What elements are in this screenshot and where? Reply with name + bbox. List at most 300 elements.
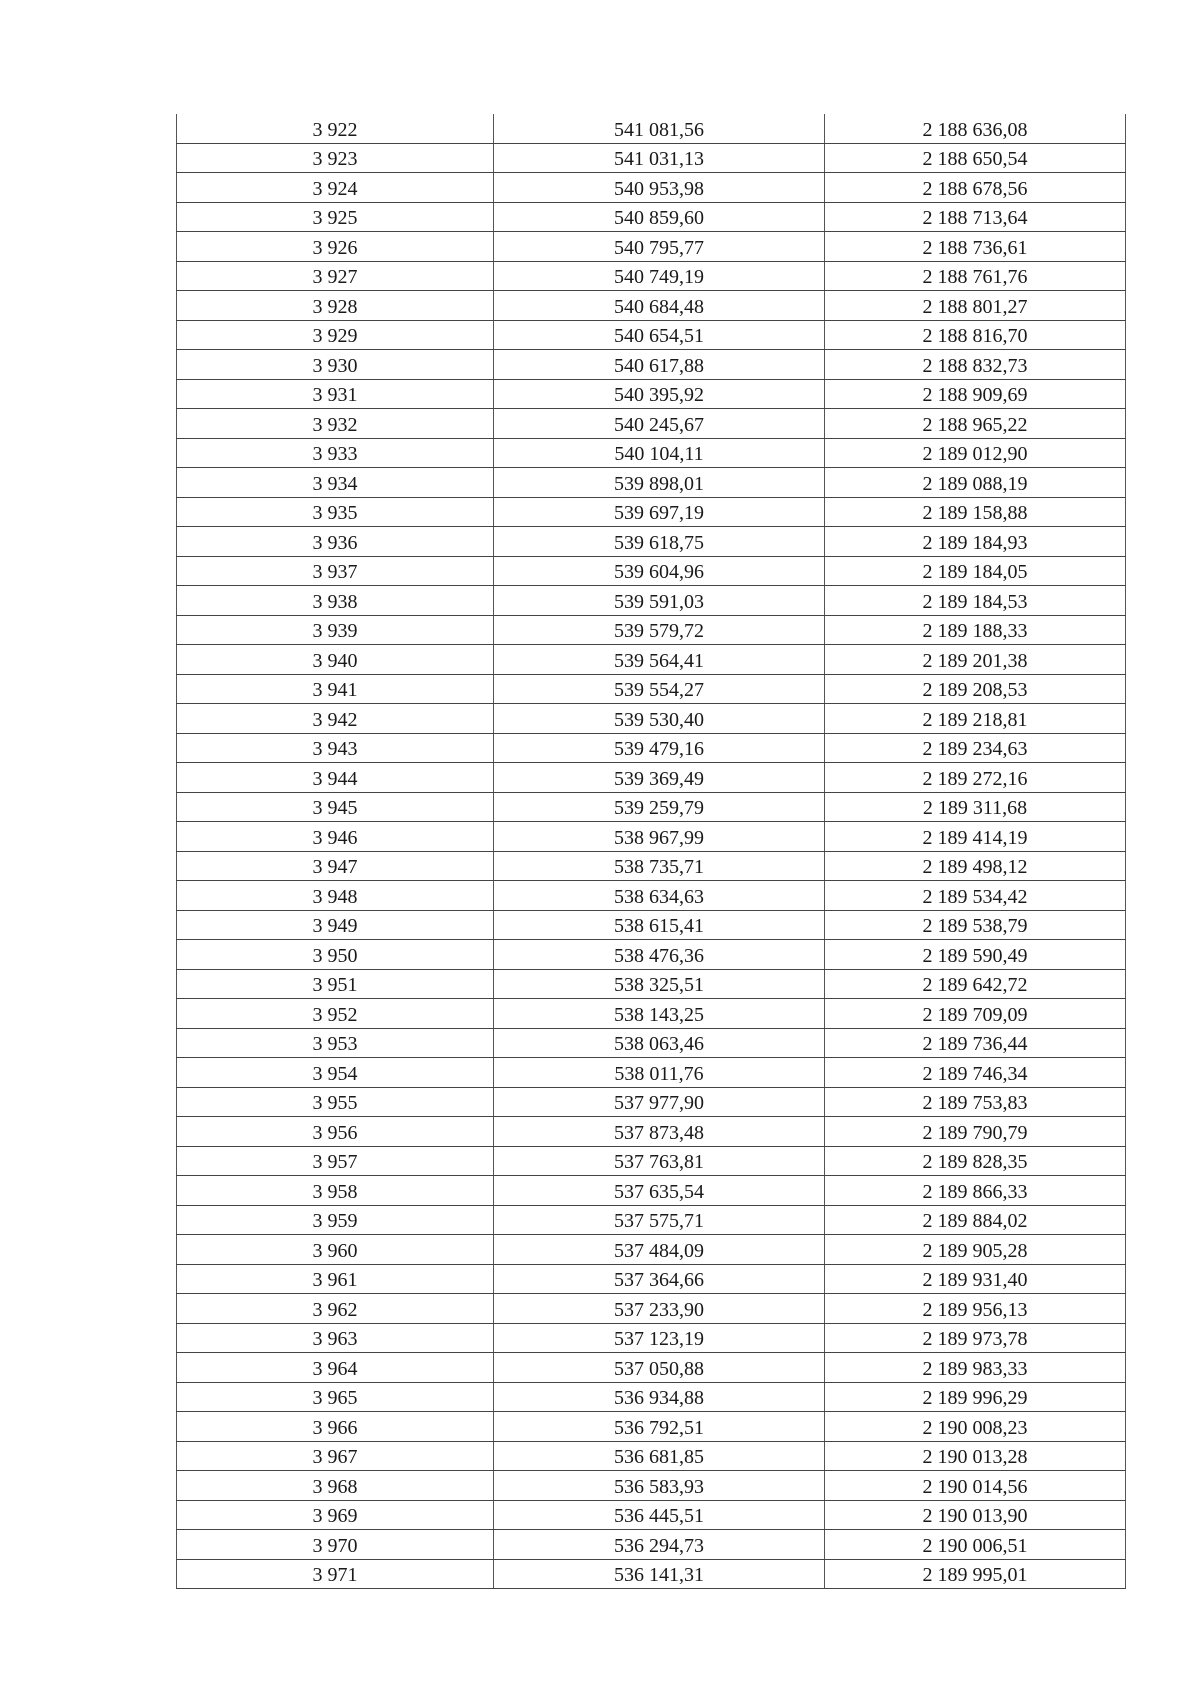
x-coordinate-cell: [494, 733, 825, 763]
x-coordinate-cell: [494, 881, 825, 911]
x-coordinate-cell: [494, 320, 825, 350]
point-number-text: 3 931: [312, 384, 358, 406]
y-coordinate-text: 2 190 013,28: [922, 1446, 1028, 1468]
x-coordinate-text: 538 967,99: [614, 826, 704, 849]
point-number-text: 3 948: [312, 885, 358, 908]
point-number-text: 3 925: [312, 207, 358, 229]
y-coordinate-text: 2 189 498,12: [922, 856, 1028, 878]
table-row: [177, 881, 1126, 911]
point-number-text: 3 935: [312, 502, 358, 524]
x-coordinate-text: 539 618,75: [614, 531, 704, 554]
x-coordinate-text: 536 445,51: [614, 1505, 704, 1527]
table-row: [177, 969, 1126, 999]
point-number-text: 3 933: [312, 443, 358, 465]
point-number-text: 3 927: [312, 266, 358, 288]
x-coordinate-text: 537 977,90: [614, 1092, 704, 1114]
point-number-cell: [177, 881, 494, 911]
x-coordinate-text: 536 141,31: [614, 1564, 704, 1586]
y-coordinate-cell: [825, 350, 1126, 380]
y-coordinate-text: 2 188 832,73: [922, 354, 1028, 377]
point-number-text: 3 938: [312, 590, 358, 613]
x-coordinate-cell: [494, 379, 825, 409]
y-coordinate-text: 2 188 678,56: [922, 177, 1028, 200]
table-row: [177, 261, 1126, 291]
x-coordinate-cell: [494, 1323, 825, 1353]
y-coordinate-text: 2 188 713,64: [922, 207, 1028, 229]
point-number-cell: [177, 114, 494, 143]
table-row: [177, 940, 1126, 970]
y-coordinate-text: 2 188 801,27: [922, 295, 1028, 318]
y-coordinate-text: 2 190 008,23: [922, 1416, 1028, 1439]
x-coordinate-text: 539 479,16: [614, 738, 704, 760]
point-number-text: 3 960: [312, 1239, 358, 1262]
point-number-text: 3 941: [312, 679, 358, 701]
x-coordinate-cell: [494, 114, 825, 143]
point-number-cell: [177, 1559, 494, 1589]
y-coordinate-cell: [825, 1146, 1126, 1176]
y-coordinate-cell: [825, 881, 1126, 911]
table-row: [177, 1028, 1126, 1058]
x-coordinate-cell: [494, 1530, 825, 1560]
y-coordinate-cell: [825, 910, 1126, 940]
y-coordinate-text: 2 189 414,19: [922, 826, 1028, 849]
point-number-cell: [177, 792, 494, 822]
y-coordinate-text: 2 189 709,09: [922, 1003, 1028, 1026]
y-coordinate-cell: [825, 497, 1126, 527]
y-coordinate-cell: [825, 1058, 1126, 1088]
y-coordinate-text: 2 189 753,83: [922, 1092, 1028, 1114]
point-number-text: 3 929: [312, 325, 358, 347]
x-coordinate-text: 540 749,19: [614, 266, 704, 288]
y-coordinate-cell: [825, 114, 1126, 143]
point-number-text: 3 950: [312, 944, 358, 967]
point-number-cell: [177, 438, 494, 468]
point-number-cell: [177, 910, 494, 940]
point-number-cell: [177, 1412, 494, 1442]
point-number-text: 3 939: [312, 620, 358, 642]
y-coordinate-cell: [825, 173, 1126, 203]
y-coordinate-text: 2 189 956,13: [922, 1298, 1028, 1321]
y-coordinate-cell: [825, 704, 1126, 734]
y-coordinate-cell: [825, 320, 1126, 350]
y-coordinate-cell: [825, 940, 1126, 970]
table-row: [177, 1323, 1126, 1353]
table-row: [177, 497, 1126, 527]
x-coordinate-cell: [494, 910, 825, 940]
x-coordinate-text: 540 953,98: [614, 177, 704, 200]
point-number-text: 3 952: [312, 1003, 358, 1026]
x-coordinate-cell: [494, 497, 825, 527]
y-coordinate-cell: [825, 1117, 1126, 1147]
table-row: [177, 1441, 1126, 1471]
table-row: [177, 1176, 1126, 1206]
point-number-cell: [177, 1028, 494, 1058]
y-coordinate-cell: [825, 291, 1126, 321]
x-coordinate-cell: [494, 1028, 825, 1058]
x-coordinate-cell: [494, 1087, 825, 1117]
x-coordinate-cell: [494, 704, 825, 734]
table-row: [177, 527, 1126, 557]
x-coordinate-text: 540 104,11: [614, 443, 704, 465]
point-number-text: 3 967: [312, 1446, 358, 1468]
point-number-cell: [177, 1235, 494, 1265]
x-coordinate-cell: [494, 202, 825, 232]
x-coordinate-text: 540 795,77: [614, 236, 704, 259]
point-number-text: 3 971: [312, 1564, 358, 1586]
y-coordinate-cell: [825, 792, 1126, 822]
x-coordinate-cell: [494, 1058, 825, 1088]
table-row: [177, 350, 1126, 380]
x-coordinate-text: 537 873,48: [614, 1121, 704, 1144]
table-row: [177, 1559, 1126, 1589]
x-coordinate-text: 538 325,51: [614, 974, 704, 996]
point-number-cell: [177, 1176, 494, 1206]
x-coordinate-text: 537 763,81: [614, 1151, 704, 1173]
x-coordinate-text: 537 635,54: [614, 1180, 704, 1203]
y-coordinate-text: 2 189 272,16: [922, 767, 1028, 790]
y-coordinate-text: 2 189 534,42: [922, 885, 1028, 908]
point-number-cell: [177, 645, 494, 675]
x-coordinate-text: 539 564,41: [614, 649, 704, 672]
table-row: [177, 202, 1126, 232]
y-coordinate-text: 2 189 311,68: [922, 797, 1028, 819]
table-row: [177, 910, 1126, 940]
y-coordinate-cell: [825, 733, 1126, 763]
point-number-cell: [177, 674, 494, 704]
point-number-text: 3 966: [312, 1416, 358, 1439]
y-coordinate-text: 2 189 828,35: [922, 1151, 1028, 1173]
x-coordinate-cell: [494, 940, 825, 970]
table-row: [177, 232, 1126, 262]
x-coordinate-text: 540 245,67: [614, 413, 704, 436]
x-coordinate-text: 537 123,19: [614, 1328, 704, 1350]
y-coordinate-text: 2 189 590,49: [922, 944, 1028, 967]
table-row: [177, 1412, 1126, 1442]
y-coordinate-cell: [825, 1559, 1126, 1589]
x-coordinate-text: 537 575,71: [614, 1210, 704, 1232]
x-coordinate-text: 538 615,41: [614, 915, 704, 937]
table-row: [177, 999, 1126, 1029]
x-coordinate-cell: [494, 1353, 825, 1383]
y-coordinate-text: 2 189 218,81: [922, 708, 1028, 731]
point-number-text: 3 955: [312, 1092, 358, 1114]
y-coordinate-text: 2 189 746,34: [922, 1062, 1028, 1085]
point-number-text: 3 940: [312, 649, 358, 672]
y-coordinate-cell: [825, 527, 1126, 557]
y-coordinate-cell: [825, 1382, 1126, 1412]
point-number-text: 3 957: [312, 1151, 358, 1173]
y-coordinate-cell: [825, 969, 1126, 999]
y-coordinate-text: 2 189 184,53: [922, 590, 1028, 613]
table-row: [177, 409, 1126, 439]
table-row: [177, 1235, 1126, 1265]
x-coordinate-text: 536 934,88: [614, 1387, 704, 1409]
y-coordinate-cell: [825, 851, 1126, 881]
point-number-cell: [177, 704, 494, 734]
x-coordinate-text: 539 898,01: [614, 472, 704, 495]
point-number-text: 3 962: [312, 1298, 358, 1321]
x-coordinate-cell: [494, 792, 825, 822]
x-coordinate-text: 538 063,46: [614, 1033, 704, 1055]
point-number-text: 3 947: [312, 856, 358, 878]
x-coordinate-cell: [494, 969, 825, 999]
y-coordinate-cell: [825, 438, 1126, 468]
point-number-cell: [177, 468, 494, 498]
table-row: [177, 291, 1126, 321]
y-coordinate-text: 2 189 790,79: [922, 1121, 1028, 1144]
y-coordinate-text: 2 190 013,90: [922, 1505, 1028, 1527]
point-number-cell: [177, 379, 494, 409]
table-row: [177, 173, 1126, 203]
table-row: [177, 438, 1126, 468]
point-number-cell: [177, 1294, 494, 1324]
x-coordinate-text: 536 583,93: [614, 1475, 704, 1498]
point-number-cell: [177, 1323, 494, 1353]
y-coordinate-cell: [825, 232, 1126, 262]
table-row: [177, 615, 1126, 645]
table-row: [177, 1294, 1126, 1324]
x-coordinate-cell: [494, 851, 825, 881]
y-coordinate-text: 2 189 184,93: [922, 531, 1028, 554]
y-coordinate-cell: [825, 1028, 1126, 1058]
point-number-cell: [177, 1500, 494, 1530]
point-number-cell: [177, 556, 494, 586]
point-number-cell: [177, 409, 494, 439]
x-coordinate-cell: [494, 645, 825, 675]
y-coordinate-text: 2 189 538,79: [922, 915, 1028, 937]
x-coordinate-cell: [494, 1500, 825, 1530]
point-number-text: 3 934: [312, 472, 358, 495]
x-coordinate-cell: [494, 173, 825, 203]
point-number-cell: [177, 202, 494, 232]
y-coordinate-text: 2 188 965,22: [922, 413, 1028, 436]
table-row: [177, 763, 1126, 793]
point-number-text: 3 954: [312, 1062, 358, 1085]
x-coordinate-cell: [494, 1117, 825, 1147]
point-number-cell: [177, 1471, 494, 1501]
y-coordinate-cell: [825, 763, 1126, 793]
coordinates-table-body: [177, 114, 1126, 1589]
x-coordinate-text: 539 697,19: [614, 502, 704, 524]
x-coordinate-text: 537 050,88: [614, 1357, 704, 1380]
point-number-text: 3 923: [312, 148, 358, 170]
x-coordinate-text: 538 735,71: [614, 856, 704, 878]
x-coordinate-text: 537 233,90: [614, 1298, 704, 1321]
y-coordinate-text: 2 189 208,53: [922, 679, 1028, 701]
y-coordinate-text: 2 188 816,70: [922, 325, 1028, 347]
x-coordinate-text: 539 259,79: [614, 797, 704, 819]
table-row: [177, 1530, 1126, 1560]
point-number-cell: [177, 291, 494, 321]
y-coordinate-text: 2 189 884,02: [922, 1210, 1028, 1232]
point-number-text: 3 924: [312, 177, 358, 200]
point-number-cell: [177, 1530, 494, 1560]
y-coordinate-text: 2 190 006,51: [922, 1534, 1028, 1557]
table-row: [177, 1087, 1126, 1117]
point-number-cell: [177, 350, 494, 380]
x-coordinate-cell: [494, 1382, 825, 1412]
point-number-cell: [177, 763, 494, 793]
x-coordinate-text: 540 654,51: [614, 325, 704, 347]
point-number-cell: [177, 232, 494, 262]
x-coordinate-text: 539 369,49: [614, 767, 704, 790]
x-coordinate-cell: [494, 1146, 825, 1176]
y-coordinate-cell: [825, 1353, 1126, 1383]
table-row: [177, 822, 1126, 852]
y-coordinate-text: 2 189 158,88: [922, 502, 1028, 524]
table-row: [177, 792, 1126, 822]
point-number-text: 3 930: [312, 354, 358, 377]
x-coordinate-cell: [494, 999, 825, 1029]
point-number-cell: [177, 261, 494, 291]
point-number-text: 3 928: [312, 295, 358, 318]
point-number-text: 3 943: [312, 738, 358, 760]
point-number-cell: [177, 173, 494, 203]
table-row: [177, 674, 1126, 704]
y-coordinate-text: 2 188 636,08: [922, 118, 1028, 141]
table-row: [177, 586, 1126, 616]
point-number-text: 3 969: [312, 1505, 358, 1527]
x-coordinate-cell: [494, 615, 825, 645]
x-coordinate-cell: [494, 763, 825, 793]
y-coordinate-cell: [825, 1176, 1126, 1206]
x-coordinate-text: 537 364,66: [614, 1269, 704, 1291]
x-coordinate-cell: [494, 291, 825, 321]
x-coordinate-text: 536 294,73: [614, 1534, 704, 1557]
y-coordinate-cell: [825, 1294, 1126, 1324]
point-number-text: 3 946: [312, 826, 358, 849]
coordinates-table: [176, 114, 1126, 1589]
y-coordinate-text: 2 189 201,38: [922, 649, 1028, 672]
y-coordinate-cell: [825, 468, 1126, 498]
y-coordinate-cell: [825, 261, 1126, 291]
table-row: [177, 114, 1126, 143]
y-coordinate-text: 2 188 761,76: [922, 266, 1028, 288]
y-coordinate-text: 2 189 931,40: [922, 1269, 1028, 1291]
point-number-text: 3 964: [312, 1357, 358, 1380]
y-coordinate-text: 2 189 642,72: [922, 974, 1028, 996]
point-number-text: 3 922: [312, 118, 358, 141]
y-coordinate-cell: [825, 202, 1126, 232]
y-coordinate-text: 2 189 866,33: [922, 1180, 1028, 1203]
point-number-text: 3 959: [312, 1210, 358, 1232]
x-coordinate-text: 540 395,92: [614, 384, 704, 406]
point-number-text: 3 958: [312, 1180, 358, 1203]
point-number-text: 3 942: [312, 708, 358, 731]
point-number-cell: [177, 969, 494, 999]
x-coordinate-text: 539 554,27: [614, 679, 704, 701]
point-number-text: 3 956: [312, 1121, 358, 1144]
table-row: [177, 704, 1126, 734]
x-coordinate-text: 538 143,25: [614, 1003, 704, 1026]
table-row: [177, 379, 1126, 409]
y-coordinate-text: 2 189 234,63: [922, 738, 1028, 760]
x-coordinate-text: 540 617,88: [614, 354, 704, 377]
point-number-cell: [177, 1353, 494, 1383]
table-row: [177, 1205, 1126, 1235]
table-row: [177, 320, 1126, 350]
x-coordinate-text: 536 681,85: [614, 1446, 704, 1468]
x-coordinate-cell: [494, 1441, 825, 1471]
x-coordinate-cell: [494, 468, 825, 498]
x-coordinate-cell: [494, 1471, 825, 1501]
x-coordinate-cell: [494, 586, 825, 616]
x-coordinate-cell: [494, 556, 825, 586]
x-coordinate-cell: [494, 1294, 825, 1324]
table-row: [177, 851, 1126, 881]
table-row: [177, 733, 1126, 763]
x-coordinate-text: 538 011,76: [614, 1062, 704, 1085]
y-coordinate-text: 2 189 736,44: [922, 1033, 1028, 1055]
point-number-cell: [177, 615, 494, 645]
y-coordinate-cell: [825, 586, 1126, 616]
y-coordinate-cell: [825, 1530, 1126, 1560]
point-number-text: 3 944: [312, 767, 358, 790]
y-coordinate-cell: [825, 1471, 1126, 1501]
table-row: [177, 1117, 1126, 1147]
x-coordinate-text: 536 792,51: [614, 1416, 704, 1439]
x-coordinate-text: 539 591,03: [614, 590, 704, 613]
y-coordinate-cell: [825, 1235, 1126, 1265]
x-coordinate-text: 538 476,36: [614, 944, 704, 967]
y-coordinate-cell: [825, 1441, 1126, 1471]
y-coordinate-text: 2 189 973,78: [922, 1328, 1028, 1350]
table-row: [177, 468, 1126, 498]
table-row: [177, 1058, 1126, 1088]
point-number-cell: [177, 940, 494, 970]
y-coordinate-text: 2 189 983,33: [922, 1357, 1028, 1380]
y-coordinate-cell: [825, 409, 1126, 439]
point-number-cell: [177, 851, 494, 881]
point-number-text: 3 951: [312, 974, 358, 996]
point-number-text: 3 926: [312, 236, 358, 259]
x-coordinate-text: 537 484,09: [614, 1239, 704, 1262]
y-coordinate-cell: [825, 674, 1126, 704]
point-number-cell: [177, 1205, 494, 1235]
x-coordinate-text: 541 081,56: [614, 118, 704, 141]
table-row: [177, 645, 1126, 675]
table-row: [177, 1471, 1126, 1501]
y-coordinate-text: 2 188 909,69: [922, 384, 1028, 406]
x-coordinate-text: 539 530,40: [614, 708, 704, 731]
x-coordinate-cell: [494, 1205, 825, 1235]
table-row: [177, 143, 1126, 173]
x-coordinate-cell: [494, 527, 825, 557]
point-number-cell: [177, 1264, 494, 1294]
x-coordinate-cell: [494, 674, 825, 704]
point-number-cell: [177, 527, 494, 557]
y-coordinate-text: 2 189 996,29: [922, 1387, 1028, 1409]
point-number-cell: [177, 586, 494, 616]
point-number-text: 3 961: [312, 1269, 358, 1291]
point-number-text: 3 949: [312, 915, 358, 937]
x-coordinate-text: 539 579,72: [614, 620, 704, 642]
point-number-cell: [177, 822, 494, 852]
point-number-text: 3 945: [312, 797, 358, 819]
y-coordinate-cell: [825, 1412, 1126, 1442]
y-coordinate-cell: [825, 1264, 1126, 1294]
table-row: [177, 1500, 1126, 1530]
table-row: [177, 1264, 1126, 1294]
y-coordinate-text: 2 189 995,01: [922, 1564, 1028, 1586]
point-number-text: 3 937: [312, 561, 358, 583]
y-coordinate-cell: [825, 556, 1126, 586]
point-number-cell: [177, 1117, 494, 1147]
point-number-cell: [177, 1146, 494, 1176]
y-coordinate-cell: [825, 645, 1126, 675]
x-coordinate-text: 538 634,63: [614, 885, 704, 908]
y-coordinate-cell: [825, 143, 1126, 173]
